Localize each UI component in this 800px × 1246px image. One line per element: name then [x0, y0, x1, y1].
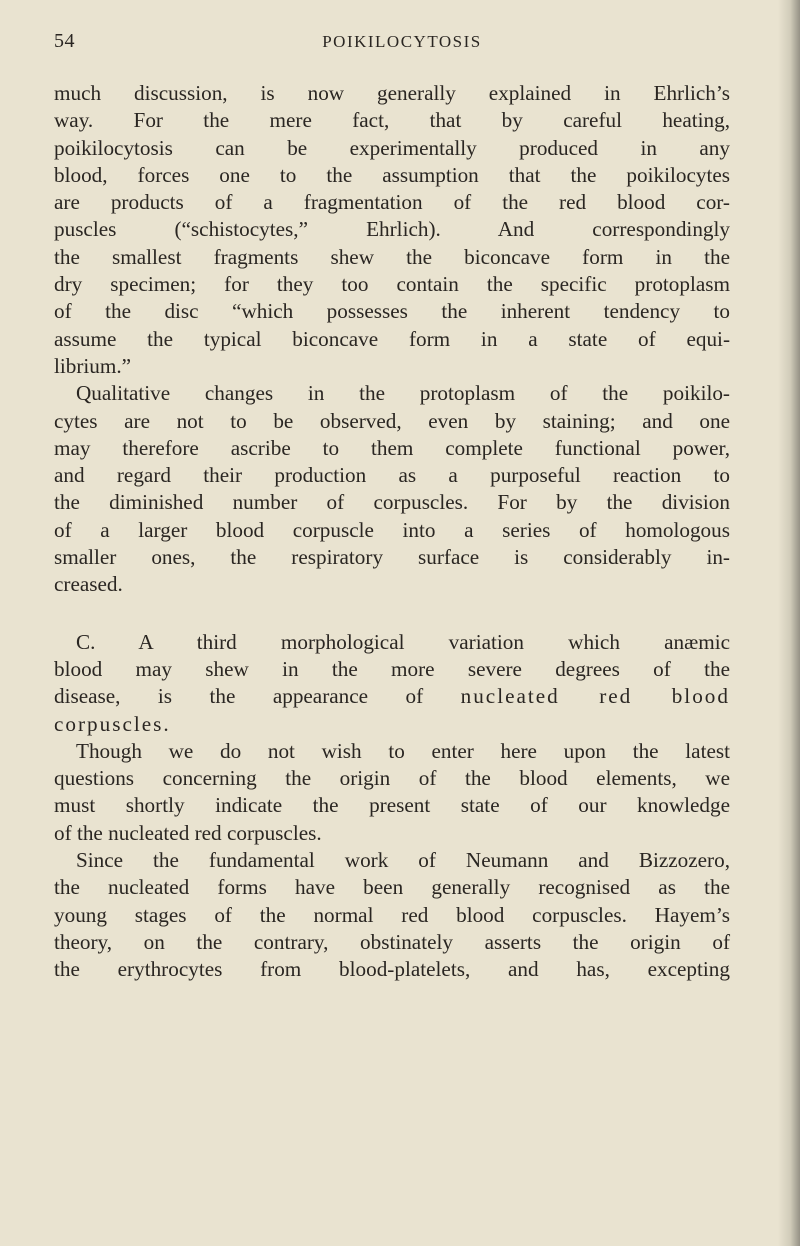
text-line: Though we do not wish to enter here upon the latest [76, 738, 730, 763]
text-line: puscles (“schistocytes,” Ehrlich). And correspondingly [54, 217, 730, 242]
paragraph [54, 629, 730, 738]
paragraph [54, 738, 730, 847]
page-edge-shadow [778, 0, 800, 1246]
text-line: assume the typical biconcave form in a state of equi- [54, 326, 730, 351]
text-line: Since the fundamental work of Neumann and Bizzozero, [76, 848, 730, 873]
text-line: much discussion, is now generally explained in Ehrlich’s [54, 81, 730, 105]
text-line: of the nucleated red corpuscles. [54, 820, 322, 845]
text-line: dry specimen; for they too contain the specific protoplasm [54, 272, 730, 297]
running-title: POIKILOCYTOSIS [322, 32, 482, 51]
text-line: blood, forces one to the assumption that the poikilocytes [54, 162, 730, 187]
text-line: C. A third morphological variation which anæmic [76, 629, 730, 654]
text-line: the diminished number of corpuscles. For by the division [54, 490, 730, 515]
text-segment: disease, is the appearance of [54, 684, 461, 709]
text-line: blood may shew in the more severe degrees of the [54, 656, 730, 681]
text-line: the erythrocytes from blood-platelets, and has, excepting [54, 957, 730, 982]
emphasized-term: corpuscles. [54, 711, 171, 736]
text-line: librium.” [54, 353, 132, 378]
text-line: of the disc “which possesses the inherent tendency to [54, 299, 730, 324]
text-line: must shortly indicate the present state of our knowledge [54, 793, 730, 818]
text-line: and regard their production as a purposeful reaction to [54, 463, 730, 488]
body-text [54, 80, 730, 984]
page-header [54, 30, 750, 60]
paragraph [54, 380, 730, 598]
text-line: poikilocytosis can be experimentally produced in any [54, 135, 730, 160]
text-line: are products of a fragmentation of the red blood cor- [54, 190, 730, 215]
text-line: creased. [54, 572, 123, 597]
text-line [54, 711, 730, 738]
text-line: Qualitative changes in the protoplasm of the poikilo- [76, 381, 730, 406]
text-line: the nucleated forms have been generally recognised as the [54, 875, 730, 900]
paragraph-gap [54, 599, 730, 629]
paragraph [54, 80, 730, 380]
page-number: 54 [54, 30, 75, 52]
text-line: way. For the mere fact, that by careful heating, [54, 108, 730, 133]
text-line: theory, on the contrary, obstinately asserts the origin of [54, 929, 730, 954]
text-line: smaller ones, the respiratory surface is considerably in- [54, 545, 730, 570]
text-line: of a larger blood corpuscle into a series of homologous [54, 517, 730, 542]
text-line [54, 683, 730, 710]
emphasized-term: nucleated red blood [460, 684, 730, 709]
paragraph [54, 847, 730, 983]
text-line: the smallest fragments shew the biconcave form in the [54, 244, 730, 269]
text-line: may therefore ascribe to them complete functional power, [54, 435, 730, 460]
text-line: cytes are not to be observed, even by staining; and one [54, 408, 730, 433]
text-line: questions concerning the origin of the blood elements, we [54, 766, 730, 791]
text-line: young stages of the normal red blood corpuscles. Hayem’s [54, 902, 730, 927]
